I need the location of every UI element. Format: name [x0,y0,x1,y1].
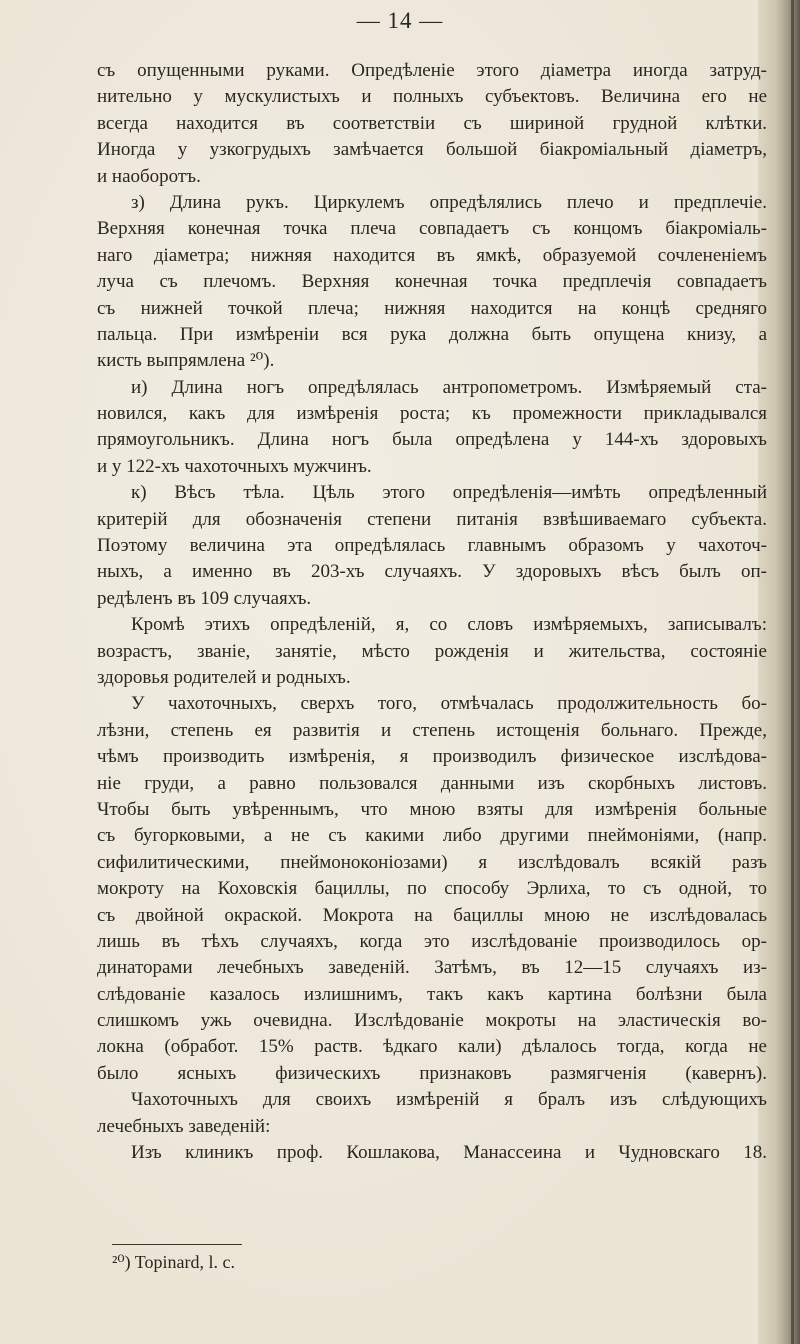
text-line: ныхъ, а именно въ 203-хъ случаяхъ. У здоровыхъ вѣсъ былъ оп- [97,561,767,583]
text-line: и наоборотъ. [97,165,201,187]
text-line: прямоугольникъ. Длина ногъ была опредѣлена у 144-хъ здоровыхъ [97,429,767,451]
text-line: Чахоточныхъ для своихъ измѣреній я бралъ изъ слѣдующихъ [131,1089,767,1111]
text-line: Верхняя конечная точка плеча совпадаетъ съ концомъ біакроміаль- [97,218,767,240]
text-line: всегда находится въ соответствіи съ шириной грудной клѣтки. [97,112,767,134]
text-line: Чтобы быть увѣреннымъ, что мною взяты для измѣренія больные [97,798,767,820]
text-line: критерій для обозначенія степени питанія взвѣшиваемаго субъекта. [97,508,767,530]
text-line: Поэтому величина эта опредѣлялась главнымъ образомъ у чахоточ- [97,535,767,557]
text-line: нительно у мускулистыхъ и полныхъ субъектовъ. Величина его не [97,86,767,108]
binding-shadow [791,0,794,1344]
text-line: лишь въ тѣхъ случаяхъ, когда это изслѣдованіе производилось ор- [97,930,767,952]
text-line: и у 122-хъ чахоточныхъ мужчинъ. [97,455,372,477]
text-line: редѣленъ въ 109 случаяхъ. [97,587,312,609]
page-number: — 14 — [356,8,444,33]
text-line: чѣмъ производить измѣренія, я производилъ физическое изслѣдова- [97,746,767,768]
text-line: Иногда у узкогрудыхъ замѣчается большой біакроміальный діаметръ, [97,139,767,161]
text-line: динаторами лечебныхъ заведеній. Затѣмъ, въ 12—15 случаяхъ из- [97,957,767,979]
text-line: слишкомъ ужь очевидна. Изслѣдованіе мокроты на эластическія во- [97,1010,767,1032]
text-line: съ двойной окраской. Мокрота на бациллы мною не изслѣдовалась [97,904,767,926]
text-line: з) Длина рукъ. Циркулемъ опредѣлялись плечо и предплечіе. [131,191,767,213]
text-line: сифилитическими, пнеймоноконіозами) я изслѣдовалъ всякій разъ [97,851,767,873]
text-line: новился, какъ для измѣренія роста; къ промежности прикладывался [97,403,767,425]
text-line: возрастъ, званіе, занятіе, мѣсто рожденія и жительства, состояніе [97,640,767,662]
text-line: и) Длина ногъ опредѣлялась антропометромъ. Измѣряемый ста- [131,376,767,398]
text-line: луча съ плечомъ. Верхняя конечная точка предплечія совпадаетъ [97,271,767,293]
text-line: Кромѣ этихъ опредѣленій, я, со словъ измѣряемыхъ, записывалъ: [131,614,767,636]
text-line: наго діаметра; нижняя находится въ ямкѣ, образуемой сочлененіемъ [97,244,767,266]
text-line: лечебныхъ заведеній: [97,1115,271,1137]
text-line: Изъ клиникъ проф. Кошлакова, Манассеина и Чудновскаго 18. [131,1142,767,1164]
text-line: к) Вѣсъ тѣла. Цѣль этого опредѣленія—имѣть опредѣленный [131,482,767,504]
text-line: У чахоточныхъ, сверхъ того, отмѣчалась продолжительность бо- [131,693,767,715]
text-line: пальца. При измѣреніи вся рука должна быть опущена книзу, а [97,323,767,345]
text-line: съ нижней точкой плеча; нижняя находится на концѣ средняго [97,297,767,319]
body-text [97,58,767,1166]
text-line: съ опущенными руками. Опредѣленіе этого діаметра иногда затруд- [97,60,767,81]
text-line: мокроту на Коховскія бациллы, по способу Эрлиха, то съ одной, то [97,878,767,900]
footnote-rule [112,1244,242,1245]
text-line: съ бугорковыми, а не съ какими либо другими пнеймоніями, (напр. [97,825,767,847]
text-line: слѣдованіе казалось излишнимъ, такъ какъ картина болѣзни была [97,983,767,1005]
text-line: локна (обработ. 15% раств. ѣдкаго кали) дѣлалось тогда, когда не [97,1036,767,1058]
text-line: было ясныхъ физическихъ признаковъ размягченія (кавернъ). [97,1062,767,1084]
footnote: ²⁰) Topinard, l. c. [112,1252,235,1272]
text-line: здоровья родителей и родныхъ. [97,666,351,688]
text-line: кисть выпрямлена ²⁰). [97,350,275,372]
text-line: лѣзни, степень ея развитія и степень истощенія больнаго. Прежде, [97,719,767,741]
text-line: ніе груди, а равно пользовался данными изъ скорбныхъ листовъ. [97,772,767,794]
